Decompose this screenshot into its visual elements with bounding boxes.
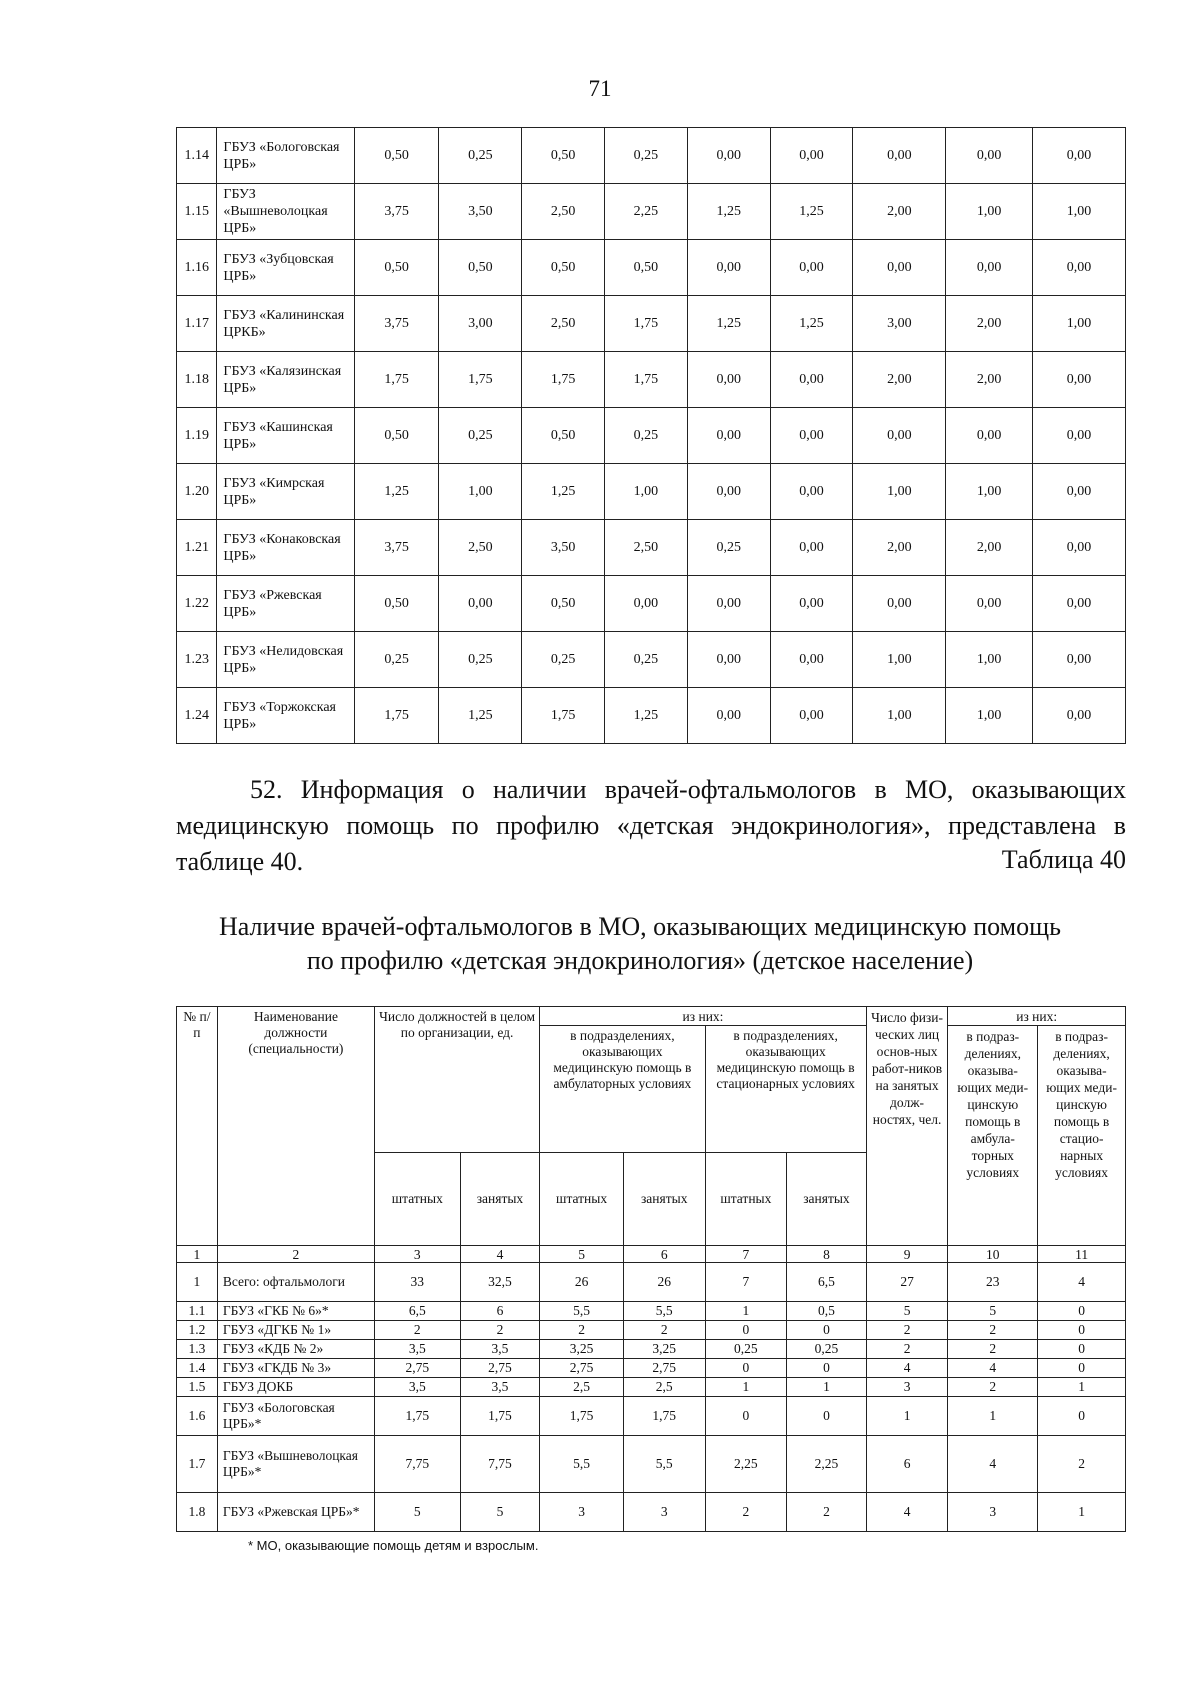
value-cell: 2,5 <box>623 1378 705 1397</box>
value-cell: 1,75 <box>605 296 688 352</box>
value-cell: 4 <box>866 1493 948 1532</box>
institution-name: ГБУЗ «Торжокская ЦРБ» <box>217 688 354 744</box>
table-row <box>177 464 1126 520</box>
value-cell: 2,00 <box>853 352 946 408</box>
column-number: 3 <box>374 1246 460 1263</box>
value-cell: 1,75 <box>522 688 605 744</box>
value-cell: 0,50 <box>522 240 605 296</box>
row-number: 1.22 <box>177 576 217 632</box>
institution-name: ГБУЗ «Кимрская ЦРБ» <box>217 464 354 520</box>
value-cell: 27 <box>866 1263 948 1302</box>
table-row <box>177 1378 1126 1397</box>
value-cell: 0 <box>1038 1397 1126 1436</box>
value-cell: 1,00 <box>853 632 946 688</box>
value-cell: 2,75 <box>374 1359 460 1378</box>
value-cell: 2,00 <box>853 520 946 576</box>
value-cell: 1,00 <box>946 464 1033 520</box>
column-number: 8 <box>787 1246 867 1263</box>
header-inpatient: в подразделениях, оказывающих медицинскую помощь в стационарных условиях <box>705 1026 866 1153</box>
value-cell: 5,5 <box>540 1302 624 1321</box>
footnote: * МО, оказывающие помощь детям и взрослым. <box>248 1538 539 1553</box>
value-cell: 3,5 <box>460 1378 540 1397</box>
table-row <box>177 576 1126 632</box>
table-row <box>177 520 1126 576</box>
institution-name: Всего: офтальмологи <box>217 1263 374 1302</box>
table-row <box>177 1397 1126 1436</box>
value-cell: 0,00 <box>1033 576 1126 632</box>
value-cell: 5 <box>866 1302 948 1321</box>
ophthalmologists-table <box>176 1006 1126 1532</box>
value-cell: 1,00 <box>1033 184 1126 240</box>
value-cell: 5,5 <box>623 1302 705 1321</box>
value-cell: 2 <box>948 1378 1038 1397</box>
column-number: 1 <box>177 1246 218 1263</box>
value-cell: 2,25 <box>605 184 688 240</box>
value-cell: 1,75 <box>540 1397 624 1436</box>
value-cell: 1,00 <box>946 184 1033 240</box>
table-row <box>177 1359 1126 1378</box>
value-cell: 0 <box>1038 1359 1126 1378</box>
value-cell: 3,75 <box>354 184 439 240</box>
header-name: Наименование должности (специальности) <box>217 1007 374 1246</box>
value-cell: 0,25 <box>687 520 770 576</box>
value-cell: 4 <box>866 1359 948 1378</box>
value-cell: 1,00 <box>946 688 1033 744</box>
value-cell: 26 <box>540 1263 624 1302</box>
value-cell: 2 <box>787 1493 867 1532</box>
value-cell: 1,00 <box>605 464 688 520</box>
institution-name: ГБУЗ «ДГКБ № 1» <box>217 1321 374 1340</box>
header-staff: штатных <box>540 1153 624 1246</box>
value-cell: 0,00 <box>687 352 770 408</box>
value-cell: 0,25 <box>354 632 439 688</box>
value-cell: 0,50 <box>439 240 522 296</box>
institution-name: ГБУЗ «Бологовская ЦРБ» <box>217 128 354 184</box>
value-cell: 0,00 <box>770 520 853 576</box>
value-cell: 0,00 <box>853 240 946 296</box>
value-cell: 5 <box>374 1493 460 1532</box>
table-row <box>177 1340 1126 1359</box>
value-cell: 5,5 <box>540 1436 624 1493</box>
value-cell: 0,50 <box>522 408 605 464</box>
value-cell: 1,25 <box>770 296 853 352</box>
table-row <box>177 1493 1126 1532</box>
row-number: 1.19 <box>177 408 217 464</box>
table-title-line-2: по профилю «детская эндокринология» (детское население) <box>306 946 974 975</box>
value-cell: 0,00 <box>770 632 853 688</box>
table-title <box>150 910 1130 978</box>
value-cell: 0,00 <box>946 408 1033 464</box>
value-cell: 0,25 <box>605 408 688 464</box>
value-cell: 0,50 <box>354 576 439 632</box>
value-cell: 2 <box>948 1321 1038 1340</box>
value-cell: 2 <box>948 1340 1038 1359</box>
table-row <box>177 1321 1126 1340</box>
value-cell: 1,75 <box>354 352 439 408</box>
column-number: 10 <box>948 1246 1038 1263</box>
value-cell: 1,00 <box>853 688 946 744</box>
table-label: Таблица 40 <box>1001 845 1126 874</box>
institution-name: ГБУЗ «Нелидовская ЦРБ» <box>217 632 354 688</box>
value-cell: 0,00 <box>853 576 946 632</box>
value-cell: 0,25 <box>439 408 522 464</box>
value-cell: 2,25 <box>705 1436 787 1493</box>
value-cell: 0,00 <box>770 240 853 296</box>
value-cell: 0,25 <box>787 1340 867 1359</box>
value-cell: 0,00 <box>946 128 1033 184</box>
value-cell: 1,75 <box>354 688 439 744</box>
institution-name: ГБУЗ «Кашинская ЦРБ» <box>217 408 354 464</box>
header-occupied: занятых <box>623 1153 705 1246</box>
value-cell: 2 <box>866 1340 948 1359</box>
value-cell: 1 <box>705 1378 787 1397</box>
value-cell: 0,00 <box>946 240 1033 296</box>
value-cell: 2,00 <box>946 296 1033 352</box>
value-cell: 0,00 <box>770 576 853 632</box>
value-cell: 2,50 <box>439 520 522 576</box>
institution-name: ГБУЗ ДОКБ <box>217 1378 374 1397</box>
header-staff: штатных <box>374 1153 460 1246</box>
value-cell: 4 <box>948 1436 1038 1493</box>
institution-name: ГБУЗ «Вышневолоцкая ЦРБ» <box>217 184 354 240</box>
header-ambulatory: в подразделениях, оказывающих медицинскую помощь в амбулаторных условиях <box>540 1026 705 1153</box>
header-occupied: занятых <box>787 1153 867 1246</box>
row-number: 1.1 <box>177 1302 218 1321</box>
row-number: 1.24 <box>177 688 217 744</box>
table-row <box>177 184 1126 240</box>
value-cell: 1,25 <box>354 464 439 520</box>
header-occupied: занятых <box>460 1153 540 1246</box>
value-cell: 2,75 <box>623 1359 705 1378</box>
value-cell: 0,50 <box>354 128 439 184</box>
table-row <box>177 632 1126 688</box>
value-cell: 1,75 <box>439 352 522 408</box>
value-cell: 0,25 <box>522 632 605 688</box>
value-cell: 0 <box>705 1359 787 1378</box>
value-cell: 0,00 <box>1033 520 1126 576</box>
value-cell: 1 <box>866 1397 948 1436</box>
value-cell: 0,00 <box>1033 352 1126 408</box>
value-cell: 2 <box>540 1321 624 1340</box>
value-cell: 5 <box>948 1302 1038 1321</box>
value-cell: 1 <box>787 1378 867 1397</box>
institution-name: ГБУЗ «Калязинская ЦРБ» <box>217 352 354 408</box>
value-cell: 0,00 <box>770 688 853 744</box>
value-cell: 0,25 <box>439 128 522 184</box>
value-cell: 0,00 <box>687 240 770 296</box>
value-cell: 3,5 <box>374 1378 460 1397</box>
value-cell: 0,50 <box>354 408 439 464</box>
institution-name: ГБУЗ «Ржевская ЦРБ»* <box>217 1493 374 1532</box>
value-cell: 3,75 <box>354 296 439 352</box>
value-cell: 0 <box>1038 1340 1126 1359</box>
value-cell: 1,25 <box>605 688 688 744</box>
value-cell: 0,25 <box>705 1340 787 1359</box>
value-cell: 0,00 <box>770 464 853 520</box>
paragraph-52: 52. Информация о наличии врачей-офтальмологов в МО, оказывающих медицинскую помощь по профилю «детская эндокринология», представлена в таблице 40. <box>176 775 1126 876</box>
value-cell: 2 <box>623 1321 705 1340</box>
page-number: 71 <box>588 76 612 101</box>
value-cell: 1,75 <box>522 352 605 408</box>
institution-name: ГБУЗ «Калининская ЦРКБ» <box>217 296 354 352</box>
value-cell: 1,00 <box>853 464 946 520</box>
value-cell: 0,50 <box>522 128 605 184</box>
value-cell: 0,00 <box>853 408 946 464</box>
row-number: 1.4 <box>177 1359 218 1378</box>
value-cell: 2 <box>705 1493 787 1532</box>
value-cell: 2,75 <box>460 1359 540 1378</box>
row-number: 1.15 <box>177 184 217 240</box>
value-cell: 3,00 <box>439 296 522 352</box>
value-cell: 0,50 <box>605 240 688 296</box>
value-cell: 0 <box>1038 1321 1126 1340</box>
value-cell: 1 <box>1038 1378 1126 1397</box>
value-cell: 2,00 <box>946 352 1033 408</box>
value-cell: 6 <box>866 1436 948 1493</box>
value-cell: 3,25 <box>623 1340 705 1359</box>
value-cell: 0,25 <box>439 632 522 688</box>
value-cell: 3,25 <box>540 1340 624 1359</box>
value-cell: 33 <box>374 1263 460 1302</box>
row-number: 1.16 <box>177 240 217 296</box>
row-number: 1.6 <box>177 1397 218 1436</box>
value-cell: 0,00 <box>1033 128 1126 184</box>
table-row <box>177 1302 1126 1321</box>
value-cell: 0,50 <box>522 576 605 632</box>
value-cell: 0,00 <box>687 464 770 520</box>
row-number: 1.21 <box>177 520 217 576</box>
value-cell: 0,00 <box>770 352 853 408</box>
column-number: 7 <box>705 1246 787 1263</box>
value-cell: 1,25 <box>439 688 522 744</box>
row-number: 1 <box>177 1263 218 1302</box>
institution-name: ГБУЗ «Конаковская ЦРБ» <box>217 520 354 576</box>
value-cell: 5,5 <box>623 1436 705 1493</box>
value-cell: 1,75 <box>623 1397 705 1436</box>
value-cell: 7 <box>705 1263 787 1302</box>
row-number: 1.5 <box>177 1378 218 1397</box>
value-cell: 0,00 <box>1033 688 1126 744</box>
value-cell: 0,00 <box>1033 408 1126 464</box>
value-cell: 26 <box>623 1263 705 1302</box>
header-of-them-2: из них: <box>948 1007 1126 1026</box>
value-cell: 1 <box>705 1302 787 1321</box>
header-positions: Число должностей в целом по организации, ед. <box>374 1007 539 1153</box>
value-cell: 1,00 <box>439 464 522 520</box>
column-numbers-row <box>177 1246 1126 1263</box>
value-cell: 0,00 <box>946 576 1033 632</box>
value-cell: 3,5 <box>460 1340 540 1359</box>
column-number: 11 <box>1038 1246 1126 1263</box>
column-number: 2 <box>217 1246 374 1263</box>
value-cell: 0,00 <box>770 408 853 464</box>
value-cell: 3,50 <box>439 184 522 240</box>
value-cell: 23 <box>948 1263 1038 1302</box>
value-cell: 1,25 <box>687 184 770 240</box>
value-cell: 5 <box>460 1493 540 1532</box>
value-cell: 2,00 <box>946 520 1033 576</box>
value-cell: 3,00 <box>853 296 946 352</box>
table-title-line-1: Наличие врачей-офтальмологов в МО, оказывающих медицинскую помощь <box>219 912 1061 941</box>
value-cell: 1,25 <box>522 464 605 520</box>
value-cell: 3,50 <box>522 520 605 576</box>
row-number: 1.3 <box>177 1340 218 1359</box>
value-cell: 2,25 <box>787 1436 867 1493</box>
row-number: 1.23 <box>177 632 217 688</box>
value-cell: 3,5 <box>374 1340 460 1359</box>
value-cell: 1,25 <box>687 296 770 352</box>
value-cell: 0,00 <box>853 128 946 184</box>
institution-name: ГБУЗ «Вышневолоцкая ЦРБ»* <box>217 1436 374 1493</box>
value-cell: 3 <box>623 1493 705 1532</box>
table-row <box>177 408 1126 464</box>
value-cell: 7,75 <box>460 1436 540 1493</box>
institution-name: ГБУЗ «Зубцовская ЦРБ» <box>217 240 354 296</box>
value-cell: 7,75 <box>374 1436 460 1493</box>
value-cell: 6,5 <box>787 1263 867 1302</box>
value-cell: 0,25 <box>605 632 688 688</box>
value-cell: 0,25 <box>605 128 688 184</box>
institution-name: ГБУЗ «ГКДБ № 3» <box>217 1359 374 1378</box>
row-number: 1.8 <box>177 1493 218 1532</box>
institution-name: ГБУЗ «Бологовская ЦРБ»* <box>217 1397 374 1436</box>
row-number: 1.18 <box>177 352 217 408</box>
value-cell: 0,00 <box>1033 632 1126 688</box>
value-cell: 3,75 <box>354 520 439 576</box>
value-cell: 0,00 <box>687 688 770 744</box>
value-cell: 0,00 <box>439 576 522 632</box>
value-cell: 0,5 <box>787 1302 867 1321</box>
column-number: 4 <box>460 1246 540 1263</box>
value-cell: 0,50 <box>354 240 439 296</box>
value-cell: 2 <box>1038 1436 1126 1493</box>
institution-name: ГБУЗ «КДБ № 2» <box>217 1340 374 1359</box>
value-cell: 3 <box>540 1493 624 1532</box>
value-cell: 0,00 <box>687 408 770 464</box>
value-cell: 2,50 <box>522 296 605 352</box>
staffing-table-continued <box>176 127 1126 744</box>
header-num: № п/п <box>177 1007 218 1246</box>
value-cell: 6 <box>460 1302 540 1321</box>
value-cell: 0 <box>787 1359 867 1378</box>
value-cell: 1,75 <box>605 352 688 408</box>
row-number: 1.20 <box>177 464 217 520</box>
value-cell: 0,00 <box>1033 464 1126 520</box>
row-number: 1.17 <box>177 296 217 352</box>
value-cell: 1,75 <box>374 1397 460 1436</box>
table-row <box>177 128 1126 184</box>
value-cell: 0,00 <box>605 576 688 632</box>
value-cell: 1,00 <box>946 632 1033 688</box>
value-cell: 0,00 <box>770 128 853 184</box>
header-staff: штатных <box>705 1153 787 1246</box>
value-cell: 0 <box>1038 1302 1126 1321</box>
value-cell: 3 <box>866 1378 948 1397</box>
value-cell: 0,00 <box>687 632 770 688</box>
value-cell: 2 <box>460 1321 540 1340</box>
header-persons-inpatient: в подраз-делениях, оказыва-ющих меди-цинскую помощь в стацио-нарных условиях <box>1038 1026 1126 1246</box>
value-cell: 0 <box>705 1397 787 1436</box>
value-cell: 1 <box>1038 1493 1126 1532</box>
header-persons-ambulatory: в подраз-делениях, оказыва-ющих меди-цинскую помощь в амбула-торных условиях <box>948 1026 1038 1246</box>
value-cell: 1,75 <box>460 1397 540 1436</box>
value-cell: 2,50 <box>522 184 605 240</box>
institution-name: ГБУЗ «Ржевская ЦРБ» <box>217 576 354 632</box>
value-cell: 0,00 <box>687 128 770 184</box>
row-number: 1.7 <box>177 1436 218 1493</box>
table-row <box>177 1263 1126 1302</box>
value-cell: 2,5 <box>540 1378 624 1397</box>
row-number: 1.14 <box>177 128 217 184</box>
table-row <box>177 296 1126 352</box>
column-number: 9 <box>866 1246 948 1263</box>
table-row <box>177 1436 1126 1493</box>
row-number: 1.2 <box>177 1321 218 1340</box>
value-cell: 0,00 <box>1033 240 1126 296</box>
value-cell: 2,75 <box>540 1359 624 1378</box>
value-cell: 0 <box>787 1397 867 1436</box>
table-row <box>177 688 1126 744</box>
value-cell: 0 <box>787 1321 867 1340</box>
value-cell: 2,50 <box>605 520 688 576</box>
value-cell: 6,5 <box>374 1302 460 1321</box>
value-cell: 1,00 <box>1033 296 1126 352</box>
value-cell: 1,25 <box>770 184 853 240</box>
header-of-them: из них: <box>540 1007 867 1026</box>
column-number: 5 <box>540 1246 624 1263</box>
value-cell: 0 <box>705 1321 787 1340</box>
value-cell: 2,00 <box>853 184 946 240</box>
table-row <box>177 352 1126 408</box>
header-persons: Число физи-ческих лиц основ-ных работ-ников на занятых долж-ностях, чел. <box>866 1007 948 1246</box>
value-cell: 32,5 <box>460 1263 540 1302</box>
column-number: 6 <box>623 1246 705 1263</box>
value-cell: 2 <box>866 1321 948 1340</box>
value-cell: 3 <box>948 1493 1038 1532</box>
table-row <box>177 240 1126 296</box>
value-cell: 2 <box>374 1321 460 1340</box>
value-cell: 1 <box>948 1397 1038 1436</box>
institution-name: ГБУЗ «ГКБ № 6»* <box>217 1302 374 1321</box>
value-cell: 4 <box>1038 1263 1126 1302</box>
value-cell: 0,00 <box>687 576 770 632</box>
value-cell: 4 <box>948 1359 1038 1378</box>
